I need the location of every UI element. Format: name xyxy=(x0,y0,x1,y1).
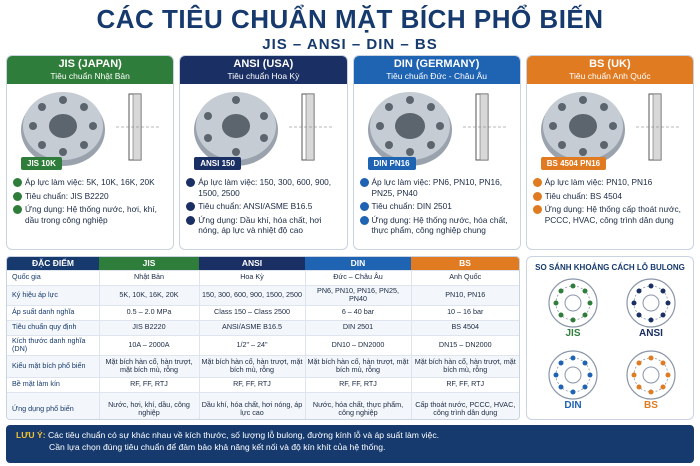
table-cell: PN10, PN16 xyxy=(411,285,519,305)
card-item: Ứng dụng: Dầu khí, hóa chất, hơi nóng, áp lực và nhiệt độ cao xyxy=(186,215,340,236)
page-subtitle: JIS – ANSI – DIN – BS xyxy=(262,36,438,53)
card-item: Ứng dụng: Hệ thống nước, hơi, khí, dầu trong công nghiệp xyxy=(13,204,167,225)
card-subtitle: Tiêu chuẩn Anh Quốc xyxy=(569,71,651,81)
card-item: Tiêu chuẩn: JIS B2220 xyxy=(13,191,167,202)
table-header: JIS xyxy=(99,257,199,270)
diagram-label: DIN xyxy=(564,400,582,411)
table-row xyxy=(7,320,519,335)
table-cell: ANSI/ASME B16.5 xyxy=(199,320,305,335)
card-item: Ứng dụng: Hệ thống nước, hóa chất, thực phẩm, công nghiệp chung xyxy=(360,215,514,236)
table-cell: Anh Quốc xyxy=(411,270,519,285)
flange-image xyxy=(180,84,346,174)
bolt-diagram-ansi xyxy=(611,277,691,339)
table-cell: 10A – 2000A xyxy=(99,335,199,355)
gear-icon xyxy=(533,205,542,214)
table-cell: RF, FF, RTJ xyxy=(99,377,199,392)
table-cell: Đức – Châu Âu xyxy=(305,270,411,285)
card-din xyxy=(353,55,521,250)
standard-cards xyxy=(6,55,694,250)
card-body xyxy=(180,174,346,242)
table-cell: Nước, hơi, khí, dầu, công nghiệp xyxy=(99,392,199,420)
table-cell: Cấp thoát nước, PCCC, HVAC, công trình dân dụng xyxy=(411,392,519,420)
card-item: Tiêu chuẩn: BS 4504 xyxy=(533,191,687,202)
table-row xyxy=(7,377,519,392)
table-cell: 5K, 10K, 16K, 20K xyxy=(99,285,199,305)
table-cell: 1/2" – 24" xyxy=(199,335,305,355)
table-cell: Nhật Bản xyxy=(99,270,199,285)
card-ansi xyxy=(179,55,347,250)
card-body xyxy=(354,174,520,242)
table-cell: Dầu khí, hóa chất, hơi nóng, áp lực cao xyxy=(199,392,305,420)
table-cell: RF, FF, RTJ xyxy=(199,377,305,392)
table-cell: 0.5 – 2.0 MPa xyxy=(99,305,199,320)
gear-icon xyxy=(186,216,195,225)
table-cell: Kích thước danh nghĩa (DN) xyxy=(7,335,99,355)
gear-icon xyxy=(360,216,369,225)
table-cell: Class 150 – Class 2500 xyxy=(199,305,305,320)
card-subtitle: Tiêu chuẩn Nhật Bản xyxy=(50,71,130,81)
table-cell: 150, 300, 600, 900, 1500, 2500 xyxy=(199,285,305,305)
table-cell: Mặt bích hàn cổ, hàn trượt, mặt bích mù, rỗng xyxy=(99,355,199,377)
card-title: ANSI (USA) xyxy=(233,58,294,70)
table-cell: Mặt bích hàn cổ, hàn trượt, mặt bích mù, rỗng xyxy=(411,355,519,377)
card-tag: BS 4504 PN16 xyxy=(541,157,606,170)
card-body xyxy=(7,174,173,231)
table-row xyxy=(7,305,519,320)
flange-image xyxy=(7,84,173,174)
table-header: ĐẶC ĐIỂM xyxy=(7,257,99,270)
note-line-2: Cần lựa chọn đúng tiêu chuẩn để đảm bảo khả năng kết nối và độ kín khít của hệ thống. xyxy=(49,442,386,452)
bolt-circle-icon xyxy=(622,277,680,329)
comparison-table xyxy=(6,256,520,420)
card-jis xyxy=(6,55,174,250)
note-label: LƯU Ý: xyxy=(16,430,46,440)
note-line-1 xyxy=(16,429,686,441)
table-row xyxy=(7,355,519,377)
diagram-label: JIS xyxy=(565,328,581,339)
table-row xyxy=(7,335,519,355)
document-icon xyxy=(186,202,195,211)
document-icon xyxy=(13,192,22,201)
card-title: BS (UK) xyxy=(589,58,631,70)
card-header xyxy=(7,56,173,84)
gauge-icon xyxy=(533,178,542,187)
table-cell: RF, FF, RTJ xyxy=(305,377,411,392)
card-body xyxy=(527,174,693,231)
bolt-diagram-bs xyxy=(611,349,691,411)
card-item: Ứng dụng: Hệ thống cấp thoát nước, PCCC, HVAC, công trình dân dụng xyxy=(533,204,687,225)
table-cell: JIS B2220 xyxy=(99,320,199,335)
gear-icon xyxy=(13,205,22,214)
table-cell: BS 4504 xyxy=(411,320,519,335)
card-title: DIN (GERMANY) xyxy=(393,58,480,70)
page-title: CÁC TIÊU CHUẨN MẶT BÍCH PHỔ BIẾN xyxy=(96,4,604,34)
table-row xyxy=(7,270,519,285)
gauge-icon xyxy=(360,178,369,187)
card-item: Áp lực làm việc: 150, 300, 600, 900, 1500, 2500 xyxy=(186,177,340,198)
card-header xyxy=(180,56,346,84)
bolt-spacing-panel xyxy=(526,256,694,420)
card-subtitle: Tiêu chuẩn Đức - Châu Âu xyxy=(386,71,488,81)
table-cell: Tiêu chuẩn quy định xyxy=(7,320,99,335)
table-cell: Bề mặt làm kín xyxy=(7,377,99,392)
table-cell: DN15 – DN2000 xyxy=(411,335,519,355)
card-item: Áp lực làm việc: 5K, 10K, 16K, 20K xyxy=(13,177,167,188)
card-item: Tiêu chuẩn: ANSI/ASME B16.5 xyxy=(186,201,340,212)
table-cell: Mặt bích hàn cổ, hàn trượt, mặt bích mù, rỗng xyxy=(305,355,411,377)
note-banner xyxy=(6,425,694,463)
table-cell: 6 – 40 bar xyxy=(305,305,411,320)
diagram-label: BS xyxy=(644,400,658,411)
card-tag: ANSI 150 xyxy=(194,157,241,170)
table-cell: Áp suất danh nghĩa xyxy=(7,305,99,320)
card-item: Tiêu chuẩn: DIN 2501 xyxy=(360,201,514,212)
table-cell: Ứng dụng phổ biến xyxy=(7,392,99,420)
document-icon xyxy=(533,192,542,201)
card-tag: DIN PN16 xyxy=(368,157,416,170)
bolt-circle-icon xyxy=(544,277,602,329)
table-cell: Ký hiệu áp lực xyxy=(7,285,99,305)
bolt-diagram-jis xyxy=(533,277,613,339)
bolt-circle-icon xyxy=(622,349,680,401)
bolt-diagram-din xyxy=(533,349,613,411)
table-cell: DIN 2501 xyxy=(305,320,411,335)
note-text: Các tiêu chuẩn có sự khác nhau về kích thước, số lượng lỗ bulong, đường kính lỗ và áp suất làm việc. xyxy=(47,430,440,440)
card-subtitle: Tiêu chuẩn Hoa Kỳ xyxy=(227,71,300,81)
table-cell: Quốc gia xyxy=(7,270,99,285)
table-header: ANSI xyxy=(199,257,305,270)
gauge-icon xyxy=(13,178,22,187)
table-header-row xyxy=(7,257,519,270)
table-row xyxy=(7,285,519,305)
table-cell: 10 – 16 bar xyxy=(411,305,519,320)
card-header xyxy=(527,56,693,84)
flange-image xyxy=(527,84,693,174)
table-header: BS xyxy=(411,257,519,270)
gauge-icon xyxy=(186,178,195,187)
card-bs xyxy=(526,55,694,250)
table-cell: Nước, hóa chất, thực phẩm, công nghiệp xyxy=(305,392,411,420)
flange-image xyxy=(354,84,520,174)
panel-title: SO SÁNH KHOẢNG CÁCH LỖ BULONG xyxy=(535,263,685,272)
card-item: Áp lực làm việc: PN10, PN16 xyxy=(533,177,687,188)
table-cell: PN6, PN10, PN16, PN25, PN40 xyxy=(305,285,411,305)
table-cell: Mặt bích hàn cổ, hàn trượt, mặt bích mù, rỗng xyxy=(199,355,305,377)
table-header: DIN xyxy=(305,257,411,270)
bolt-circle-icon xyxy=(544,349,602,401)
card-item: Áp lực làm việc: PN6, PN10, PN16, PN25, PN40 xyxy=(360,177,514,198)
diagram-label: ANSI xyxy=(639,328,663,339)
document-icon xyxy=(360,202,369,211)
table-cell: DN10 – DN2000 xyxy=(305,335,411,355)
card-tag: JIS 10K xyxy=(21,157,62,170)
table-row xyxy=(7,392,519,420)
table-cell: Hoa Kỳ xyxy=(199,270,305,285)
card-header xyxy=(354,56,520,84)
table-cell: RF, FF, RTJ xyxy=(411,377,519,392)
card-title: JIS (JAPAN) xyxy=(58,58,122,70)
table-cell: Kiểu mặt bích phổ biến xyxy=(7,355,99,377)
